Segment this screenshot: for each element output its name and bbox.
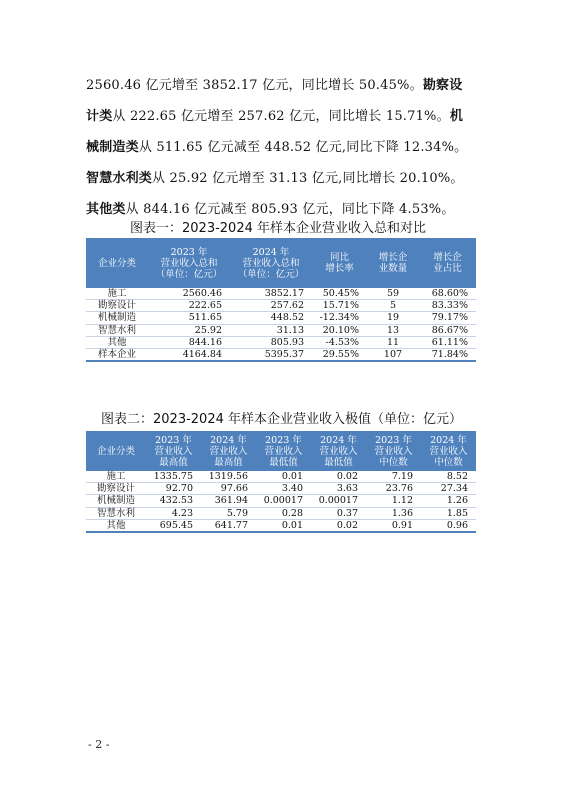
value-cell: 1319.56	[201, 471, 256, 483]
value-cell: 0.02	[311, 471, 366, 483]
value-cell: 0.00017	[311, 495, 366, 507]
value-cell: 0.91	[366, 519, 421, 532]
table-row	[86, 288, 476, 300]
value-cell: 4.23	[146, 507, 201, 519]
value-cell: 31.13	[230, 324, 312, 336]
table-header-row	[86, 431, 476, 471]
value-cell: 15.71%	[312, 300, 367, 312]
value-cell: -4.53%	[312, 336, 367, 348]
category-cell: 智慧水利	[86, 507, 146, 519]
header-cell: 增长企 业占比	[419, 238, 476, 288]
value-cell: 3852.17	[230, 288, 312, 300]
category-cell: 勘察设计	[86, 483, 146, 495]
value-cell: 61.11%	[419, 336, 476, 348]
body-paragraph	[86, 70, 486, 225]
header-cell: 2024 年 营业收入总和 （单位：亿元）	[230, 238, 312, 288]
value-cell: 29.55%	[312, 349, 367, 362]
category-cell: 勘察设计	[86, 300, 148, 312]
value-cell: 222.65	[148, 300, 230, 312]
value-cell: 11	[367, 336, 419, 348]
header-cell: 2023 年 营业收入 中位数	[366, 431, 421, 471]
value-cell: 448.52	[230, 312, 312, 324]
paragraph-line-1: 2560.46 亿元增至 3852.17 亿元，同比增长 50.45%。勘察设	[86, 78, 463, 93]
value-cell: 71.84%	[419, 349, 476, 362]
page-number: - 2 -	[88, 738, 110, 751]
table1-caption: 图表一：2023-2024 年样本企业营业收入总和对比	[130, 221, 426, 236]
value-cell: 68.60%	[419, 288, 476, 300]
category-cell: 智慧水利	[86, 324, 148, 336]
value-cell: 1335.75	[146, 471, 201, 483]
header-cell: 同比 增长率	[312, 238, 367, 288]
value-cell: 20.10%	[312, 324, 367, 336]
paragraph-line-4: 智慧水利类从 25.92 亿元增至 31.13 亿元,同比增长 20.10%。	[86, 171, 464, 186]
table-row	[86, 495, 476, 507]
value-cell: 2560.46	[148, 288, 230, 300]
table-row	[86, 349, 476, 362]
value-cell: 0.01	[256, 519, 311, 532]
table-row	[86, 519, 476, 532]
value-cell: 641.77	[201, 519, 256, 532]
value-cell: 0.01	[256, 471, 311, 483]
table-row	[86, 300, 476, 312]
value-cell: 107	[367, 349, 419, 362]
value-cell: 805.93	[230, 336, 312, 348]
header-cell: 2024 年 营业收入 中位数	[421, 431, 476, 471]
table-row	[86, 507, 476, 519]
header-cell: 2024 年 营业收入 最低值	[311, 431, 366, 471]
category-cell: 样本企业	[86, 349, 148, 362]
category-cell: 其他	[86, 519, 146, 532]
table-row	[86, 336, 476, 348]
value-cell: 0.02	[311, 519, 366, 532]
value-cell: 844.16	[148, 336, 230, 348]
value-cell: 92.70	[146, 483, 201, 495]
value-cell: 27.34	[421, 483, 476, 495]
value-cell: 0.37	[311, 507, 366, 519]
value-cell: 0.96	[421, 519, 476, 532]
header-cell: 企业分类	[86, 238, 148, 288]
value-cell: 3.63	[311, 483, 366, 495]
value-cell: 79.17%	[419, 312, 476, 324]
header-cell: 2023 年 营业收入 最高值	[146, 431, 201, 471]
header-cell: 企业分类	[86, 431, 146, 471]
category-cell: 机械制造	[86, 495, 146, 507]
table-row	[86, 483, 476, 495]
value-cell: 59	[367, 288, 419, 300]
value-cell: 8.52	[421, 471, 476, 483]
header-cell: 2023 年 营业收入总和 （单位：亿元）	[148, 238, 230, 288]
value-cell: 5395.37	[230, 349, 312, 362]
value-cell: 5.79	[201, 507, 256, 519]
paragraph-line-3: 械制造类从 511.65 亿元减至 448.52 亿元,同比下降 12.34%。	[86, 140, 468, 155]
value-cell: 1.12	[366, 495, 421, 507]
revenue-total-table	[86, 238, 476, 362]
value-cell: 13	[367, 324, 419, 336]
value-cell: 3.40	[256, 483, 311, 495]
revenue-extremes-table	[86, 431, 476, 533]
value-cell: 695.45	[146, 519, 201, 532]
table-header-row	[86, 238, 476, 288]
value-cell: 1.36	[366, 507, 421, 519]
table-row	[86, 471, 476, 483]
value-cell: 25.92	[148, 324, 230, 336]
value-cell: 19	[367, 312, 419, 324]
table-row	[86, 312, 476, 324]
value-cell: 97.66	[201, 483, 256, 495]
value-cell: 1.85	[421, 507, 476, 519]
header-cell: 2023 年 营业收入 最低值	[256, 431, 311, 471]
value-cell: 432.53	[146, 495, 201, 507]
paragraph-line-2: 计类从 222.65 亿元增至 257.62 亿元，同比增长 15.71%。机	[86, 109, 464, 124]
header-cell: 2024 年 营业收入 最高值	[201, 431, 256, 471]
value-cell: 4164.84	[148, 349, 230, 362]
value-cell: -12.34%	[312, 312, 367, 324]
value-cell: 1.26	[421, 495, 476, 507]
value-cell: 50.45%	[312, 288, 367, 300]
header-cell: 增长企 业数量	[367, 238, 419, 288]
category-cell: 其他	[86, 336, 148, 348]
category-cell: 施工	[86, 288, 148, 300]
value-cell: 511.65	[148, 312, 230, 324]
value-cell: 0.00017	[256, 495, 311, 507]
value-cell: 83.33%	[419, 300, 476, 312]
category-cell: 施工	[86, 471, 146, 483]
value-cell: 5	[367, 300, 419, 312]
value-cell: 0.28	[256, 507, 311, 519]
category-cell: 机械制造	[86, 312, 148, 324]
value-cell: 86.67%	[419, 324, 476, 336]
table-row	[86, 324, 476, 336]
paragraph-line-5: 其他类从 844.16 亿元减至 805.93 亿元，同比下降 4.53%。	[86, 202, 455, 217]
table2-caption: 图表二：2023-2024 年样本企业营业收入极值（单位：亿元）	[101, 412, 462, 427]
value-cell: 7.19	[366, 471, 421, 483]
value-cell: 361.94	[201, 495, 256, 507]
value-cell: 257.62	[230, 300, 312, 312]
value-cell: 23.76	[366, 483, 421, 495]
